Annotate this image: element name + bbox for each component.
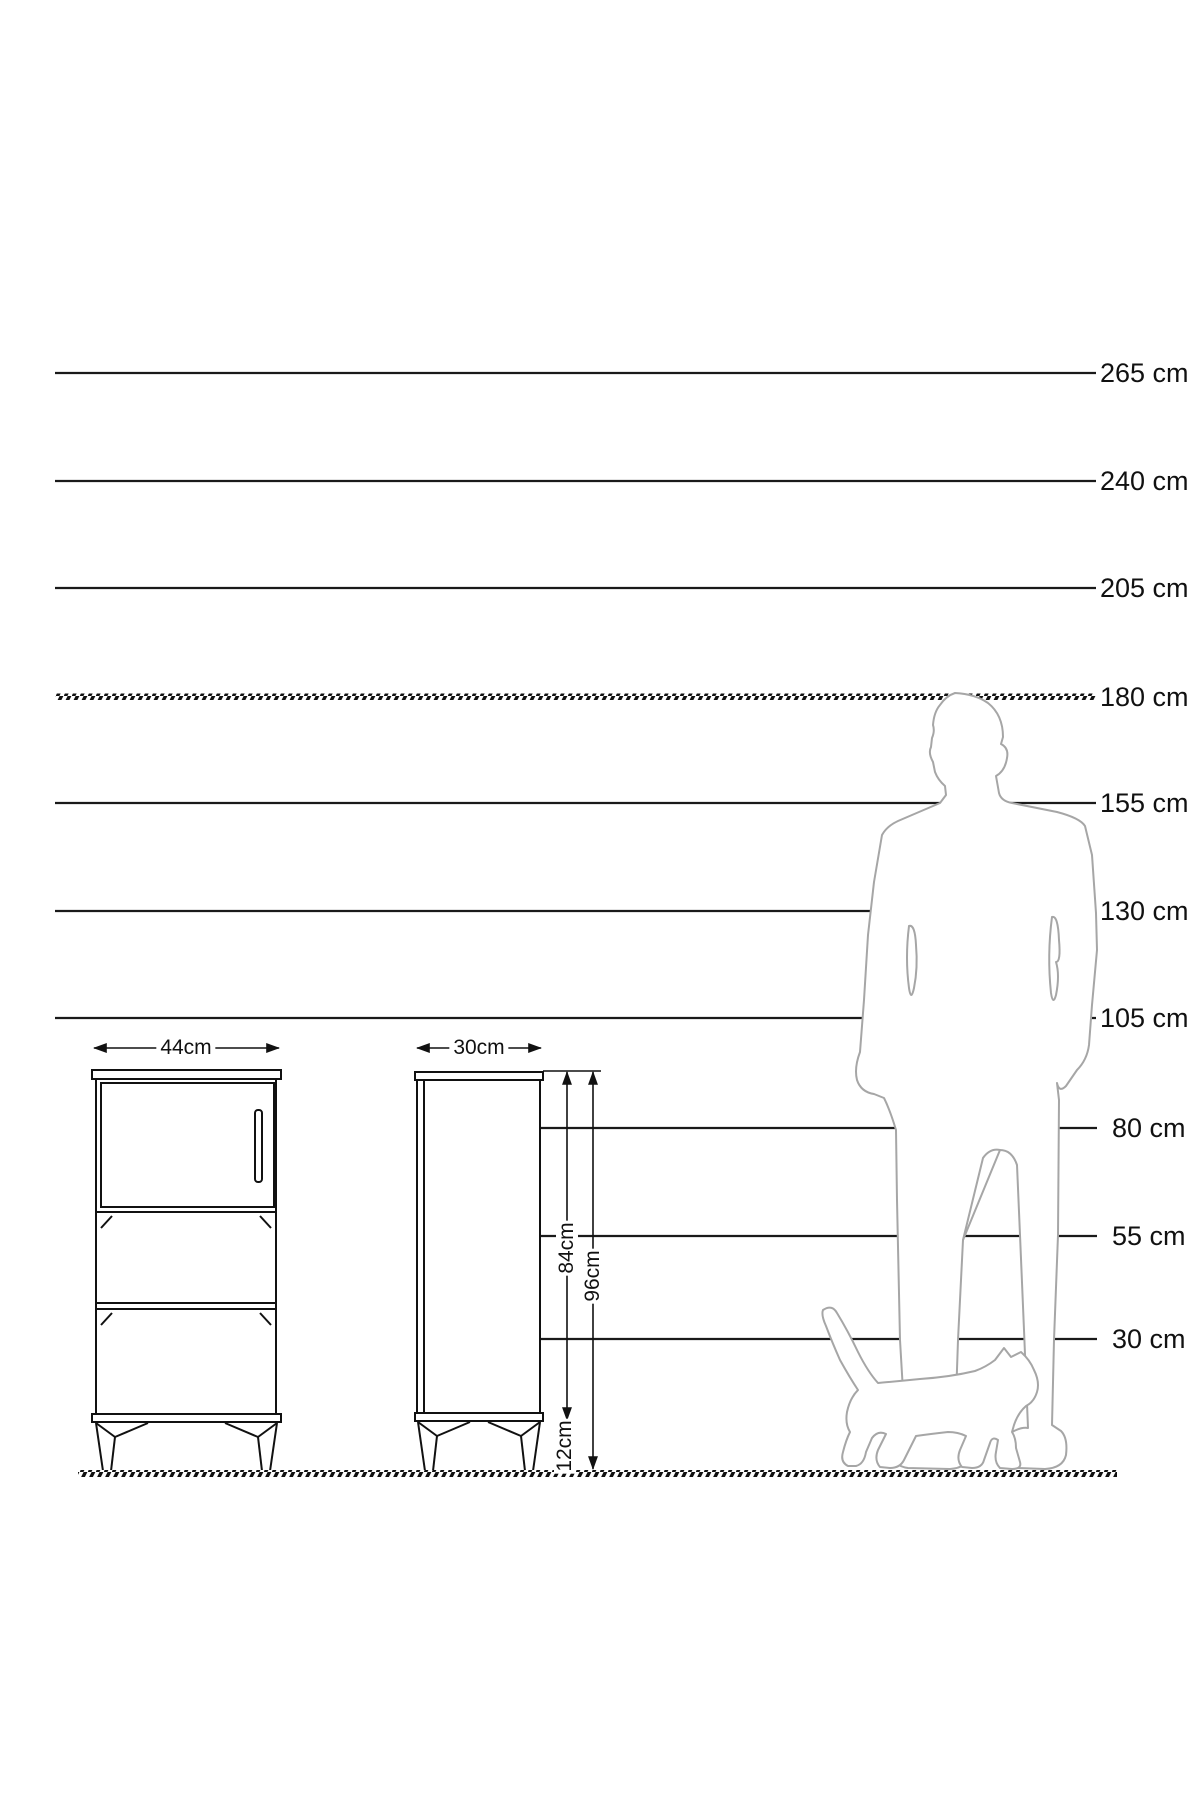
leg-height-label: 12cm <box>553 1420 576 1472</box>
total-height-label: 96cm <box>581 1250 604 1302</box>
cabinet-front-view <box>92 1070 281 1471</box>
jacket-lapel-left <box>907 926 917 995</box>
brace-shelf1-right <box>260 1216 271 1228</box>
scale-label-155: 155 cm <box>1100 788 1189 818</box>
scale-label-105: 105 cm <box>1100 1003 1189 1033</box>
scale-label-30: 30 cm <box>1112 1324 1186 1354</box>
scale-label-130: 130 cm <box>1100 896 1189 926</box>
side-legs <box>418 1422 540 1471</box>
brace-shelf1-left <box>101 1216 112 1228</box>
scale-label-240: 240 cm <box>1100 466 1189 496</box>
body-height-label: 84cm <box>555 1222 578 1274</box>
front-bottom-panel <box>92 1414 281 1422</box>
man-silhouette <box>856 693 1097 1469</box>
scale-label-55: 55 cm <box>1112 1221 1186 1251</box>
brace-shelf2-left <box>101 1313 112 1325</box>
scale-line-180-hatched <box>55 694 1096 701</box>
cabinet-side-view <box>415 1072 543 1471</box>
scale-label-205: 205 cm <box>1100 573 1189 603</box>
front-top-panel <box>92 1070 281 1079</box>
jacket-lapel-right <box>1049 917 1059 1000</box>
scale-label-180: 180 cm <box>1100 682 1189 712</box>
front-legs <box>96 1423 277 1471</box>
man-outline <box>856 693 1097 1469</box>
side-top-panel <box>415 1072 543 1080</box>
side-bottom-panel <box>415 1413 543 1421</box>
door-handle <box>255 1110 262 1182</box>
front-door-panel <box>101 1083 274 1207</box>
ground-line <box>78 1470 1117 1477</box>
front-width-label: 44cm <box>156 1037 215 1059</box>
scale-label-265: 265 cm <box>1100 358 1189 388</box>
side-depth-label: 30cm <box>449 1037 508 1059</box>
brace-shelf2-right <box>260 1313 271 1325</box>
scale-label-80: 80 cm <box>1112 1113 1186 1143</box>
